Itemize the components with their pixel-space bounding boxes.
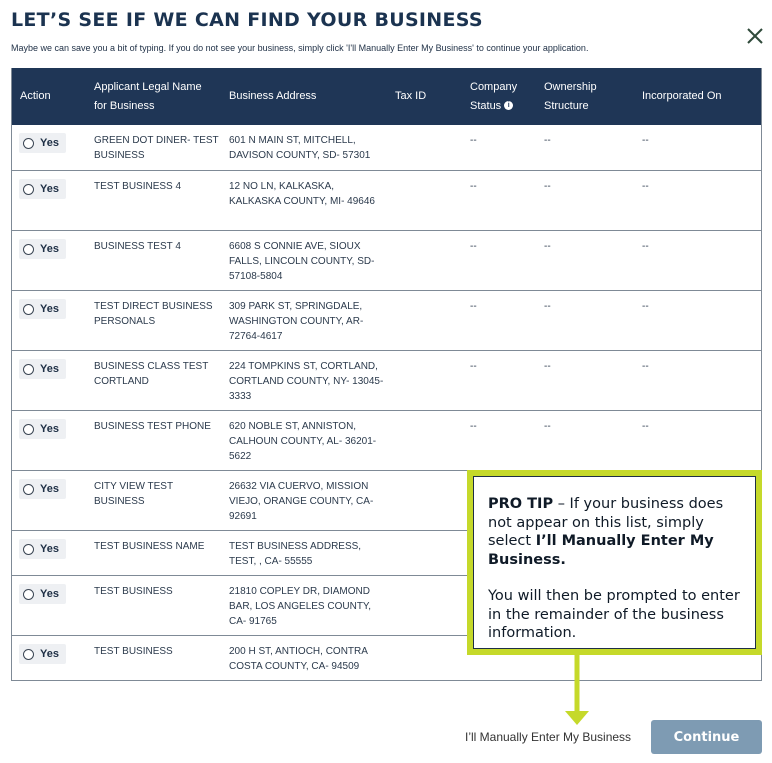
- business-address-cell: 309 PARK ST, SPRINGDALE, WASHINGTON COUNTY, AR- 72764-4617: [229, 301, 364, 342]
- business-name-cell: TEST DIRECT BUSINESS PERSONALS: [94, 301, 213, 327]
- table-row: [12, 230, 761, 290]
- business-name-cell: TEST BUSINESS: [94, 646, 173, 657]
- column-header-name: Applicant Legal Name for Business: [94, 80, 202, 112]
- radio-circle[interactable]: [23, 649, 34, 660]
- incorporated-on-cell: --: [642, 135, 649, 146]
- radio-label: Yes: [40, 137, 59, 149]
- radio-label: Yes: [40, 243, 59, 255]
- continue-button[interactable]: Continue: [651, 720, 762, 754]
- radio-circle[interactable]: [23, 589, 34, 600]
- incorporated-on-cell: --: [642, 361, 649, 372]
- select-business-radio[interactable]: [19, 133, 66, 153]
- business-address-cell: TEST BUSINESS ADDRESS, TEST, , CA- 55555: [229, 541, 362, 567]
- radio-circle[interactable]: [23, 304, 34, 315]
- ownership-structure-cell: --: [544, 181, 551, 192]
- business-address-cell: 200 H ST, ANTIOCH, CONTRA COSTA COUNTY, CA- 94509: [229, 646, 368, 672]
- pro-tip-emphasis: I’ll Manually Enter My Business.: [488, 533, 714, 568]
- column-header-ownership: Ownership Structure: [544, 80, 597, 112]
- radio-circle[interactable]: [23, 424, 34, 435]
- radio-circle[interactable]: [23, 244, 34, 255]
- manual-entry-link[interactable]: I’ll Manually Enter My Business: [465, 730, 632, 744]
- pro-tip-text: – If your business does not appear on this list, simply select: [488, 496, 724, 549]
- page-subtitle: Maybe we can save you a bit of typing. If you do not see your business, simply click 'I'll Manually Enter My Business' to continue your application.: [11, 43, 589, 53]
- incorporated-on-cell: --: [642, 181, 649, 192]
- radio-label: Yes: [40, 363, 59, 375]
- business-name-cell: TEST BUSINESS: [94, 586, 173, 597]
- column-header-status: [470, 68, 530, 125]
- business-address-cell: 26632 VIA CUERVO, MISSION VIEJO, ORANGE COUNTY, CA- 92691: [229, 481, 374, 522]
- pro-tip-callout: [467, 470, 762, 655]
- radio-label: Yes: [40, 303, 59, 315]
- select-business-radio[interactable]: [19, 644, 66, 664]
- column-header-status-label: Company Status: [470, 80, 518, 112]
- column-header-incorporated: Incorporated On: [642, 90, 722, 102]
- table-row: [12, 410, 761, 470]
- select-business-radio[interactable]: [19, 299, 66, 319]
- radio-circle[interactable]: [23, 544, 34, 555]
- column-header-tax-id: Tax ID: [395, 90, 427, 102]
- business-name-cell: GREEN DOT DINER- TEST BUSINESS: [94, 135, 219, 161]
- company-status-cell: --: [470, 421, 477, 432]
- radio-circle[interactable]: [23, 364, 34, 375]
- select-business-radio[interactable]: [19, 239, 66, 259]
- business-address-cell: 12 NO LN, KALKASKA, KALKASKA COUNTY, MI- 49646: [229, 181, 375, 207]
- table-row: [12, 170, 761, 230]
- pro-tip-lead: PRO TIP: [488, 496, 554, 512]
- pro-tip-paragraph: [488, 495, 741, 569]
- business-name-cell: BUSINESS TEST PHONE: [94, 421, 211, 432]
- table-row: [12, 125, 761, 170]
- incorporated-on-cell: --: [642, 301, 649, 312]
- business-address-cell: 21810 COPLEY DR, DIAMOND BAR, LOS ANGELES COUNTY, CA- 91765: [229, 586, 372, 627]
- ownership-structure-cell: --: [544, 361, 551, 372]
- radio-label: Yes: [40, 483, 59, 495]
- ownership-structure-cell: --: [544, 421, 551, 432]
- company-status-cell: --: [470, 301, 477, 312]
- pro-tip-followup: You will then be prompted to enter in the remainder of the business information.: [488, 588, 740, 641]
- close-icon[interactable]: [744, 25, 766, 47]
- radio-label: Yes: [40, 648, 59, 660]
- business-address-cell: 224 TOMPKINS ST, CORTLAND, CORTLAND COUNTY, NY- 13045-3333: [229, 361, 384, 402]
- page-title: LET’S SEE IF WE CAN FIND YOUR BUSINESS: [11, 9, 483, 31]
- incorporated-on-cell: --: [642, 421, 649, 432]
- business-address-cell: 601 N MAIN ST, MITCHELL, DAVISON COUNTY, SD- 57301: [229, 135, 371, 161]
- business-name-cell: CITY VIEW TEST BUSINESS: [94, 481, 173, 507]
- ownership-structure-cell: --: [544, 241, 551, 252]
- ownership-structure-cell: --: [544, 135, 551, 146]
- radio-circle[interactable]: [23, 138, 34, 149]
- business-name-cell: TEST BUSINESS 4: [94, 181, 182, 192]
- table-row: [12, 290, 761, 350]
- table-header: [12, 68, 761, 125]
- company-status-cell: --: [470, 135, 477, 146]
- radio-label: Yes: [40, 543, 59, 555]
- radio-label: Yes: [40, 588, 59, 600]
- business-name-cell: TEST BUSINESS NAME: [94, 541, 205, 552]
- select-business-radio[interactable]: [19, 359, 66, 379]
- select-business-radio[interactable]: [19, 419, 66, 439]
- arrow-down-icon: [565, 655, 589, 727]
- table-row: [12, 350, 761, 410]
- radio-label: Yes: [40, 183, 59, 195]
- business-address-cell: 620 NOBLE ST, ANNISTON, CALHOUN COUNTY, AL- 36201-5622: [229, 421, 377, 462]
- info-icon[interactable]: i: [504, 101, 513, 110]
- column-header-action: Action: [20, 90, 51, 102]
- radio-label: Yes: [40, 423, 59, 435]
- column-header-address: Business Address: [229, 90, 317, 102]
- business-name-cell: BUSINESS TEST 4: [94, 241, 181, 252]
- select-business-radio[interactable]: [19, 479, 66, 499]
- company-status-cell: --: [470, 241, 477, 252]
- select-business-radio[interactable]: [19, 584, 66, 604]
- radio-circle[interactable]: [23, 184, 34, 195]
- pro-tip-content: [473, 476, 756, 649]
- business-address-cell: 6608 S CONNIE AVE, SIOUX FALLS, LINCOLN COUNTY, SD- 57108-5804: [229, 241, 375, 282]
- business-name-cell: BUSINESS CLASS TEST CORTLAND: [94, 361, 209, 387]
- select-business-radio[interactable]: [19, 539, 66, 559]
- incorporated-on-cell: --: [642, 241, 649, 252]
- radio-circle[interactable]: [23, 484, 34, 495]
- select-business-radio[interactable]: [19, 179, 66, 199]
- company-status-cell: --: [470, 181, 477, 192]
- company-status-cell: --: [470, 361, 477, 372]
- ownership-structure-cell: --: [544, 301, 551, 312]
